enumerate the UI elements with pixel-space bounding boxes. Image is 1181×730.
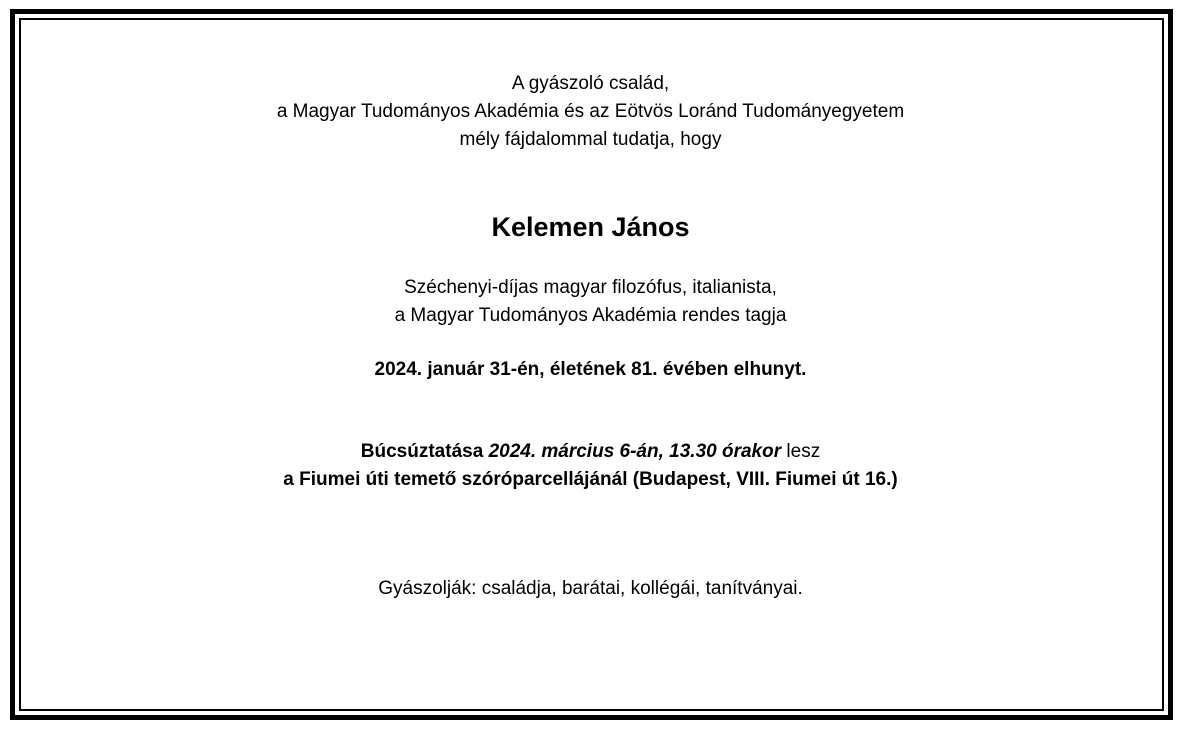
intro-block [0,70,1181,154]
funeral-date-time: 2024. március 6-án, 13.30 órakor [488,441,782,462]
death-block [0,356,1181,384]
death-statement: 2024. január 31-én, életének 81. évében elhunyt. [374,359,807,380]
deceased-name: Kelemen János [491,212,690,242]
mourners-block [0,575,1181,603]
mourners-line: Gyászolják: családja, barátai, kollégái, tanítványai. [378,578,803,599]
funeral-suffix: lesz [781,441,821,462]
funeral-location: a Fiumei úti temető szóróparcellájánál (Budapest, VIII. Fiumei út 16.) [283,469,898,490]
title-line-1: Széchenyi-díjas magyar filozófus, italianista, [404,277,777,298]
funeral-prefix: Búcsúztatása [360,441,489,462]
funeral-block [0,438,1181,494]
intro-line-2: a Magyar Tudományos Akadémia és az Eötvös Loránd Tudományegyetem [276,101,905,122]
intro-line-1: A gyászoló család, [511,73,670,94]
titles-block [0,274,1181,330]
intro-line-3: mély fájdalommal tudatja, hogy [459,129,722,150]
title-line-2: a Magyar Tudományos Akadémia rendes tagja [394,305,787,326]
funeral-line-1 [0,438,1181,466]
